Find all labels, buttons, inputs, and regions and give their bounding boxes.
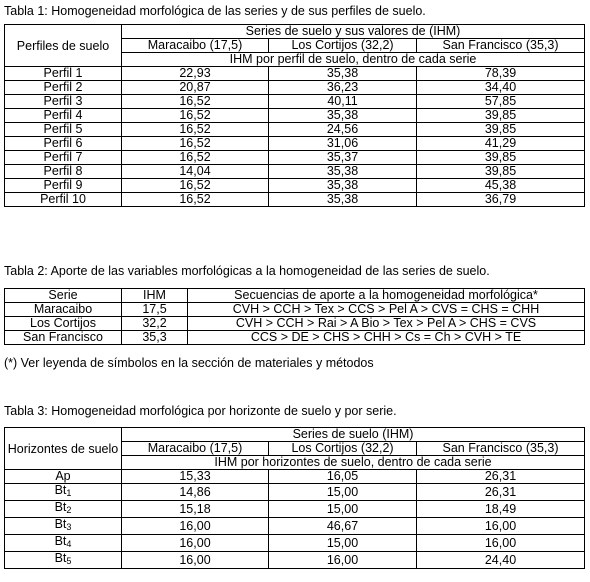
sequence-cell: CVH > CCH > Tex > CCS > Pel A > CVS = CHS = CHH xyxy=(188,303,585,317)
sequence-cell: CCS > DE > CHS > CHH > Cs = Ch > CVH > TE xyxy=(188,331,585,345)
table-row xyxy=(5,470,585,484)
value-cell: 16,52 xyxy=(122,193,269,207)
table-row xyxy=(5,552,585,569)
ihm-cell: 17,5 xyxy=(122,303,188,317)
table1-sub-header: IHM por perfil de suelo, dentro de cada serie xyxy=(122,53,585,67)
table3-series-header: Maracaibo (17,5) xyxy=(122,442,269,456)
ihm-cell: 32,2 xyxy=(122,317,188,331)
value-cell: 20,87 xyxy=(122,81,269,95)
value-cell: 16,52 xyxy=(122,179,269,193)
sequence-cell: CVH > CCH > Rai > A Bio > Tex > Pel A > CHS = CVS xyxy=(188,317,585,331)
table1-series-header: Los Cortijos (32,2) xyxy=(269,39,417,53)
table-row xyxy=(5,501,585,518)
value-cell: 35,38 xyxy=(269,193,417,207)
horizon-label xyxy=(5,552,122,569)
table1-group-header: Series de suelo y sus valores de (IHM) xyxy=(122,25,585,39)
horizon-name: Bt xyxy=(54,534,67,548)
table-row xyxy=(5,179,585,193)
table-row xyxy=(5,67,585,81)
horizon-name: Bt xyxy=(54,551,67,565)
table-row xyxy=(5,317,585,331)
value-cell: 39,85 xyxy=(417,151,585,165)
horizon-name: Bt xyxy=(54,500,67,514)
value-cell: 15,00 xyxy=(269,501,417,518)
row-label: Perfil 8 xyxy=(5,165,122,179)
table-row xyxy=(5,109,585,123)
table-row xyxy=(5,484,585,501)
table2-caption: Tabla 2: Aporte de las variables morfológicas a la homogeneidad de las series de suelo. xyxy=(4,264,490,278)
value-cell: 16,00 xyxy=(417,535,585,552)
value-cell: 35,38 xyxy=(269,109,417,123)
table1-series-header: San Francisco (35,3) xyxy=(417,39,585,53)
horizon-subscript: 5 xyxy=(66,556,72,566)
serie-cell: San Francisco xyxy=(5,331,122,345)
value-cell: 78,39 xyxy=(417,67,585,81)
table-row xyxy=(5,95,585,109)
value-cell: 35,38 xyxy=(269,179,417,193)
value-cell: 15,33 xyxy=(122,470,269,484)
table-row xyxy=(5,193,585,207)
table-row xyxy=(5,137,585,151)
value-cell: 16,52 xyxy=(122,109,269,123)
horizon-name: Ap xyxy=(55,469,71,483)
table3-group-header: Series de suelo (IHM) xyxy=(122,428,585,442)
row-label: Perfil 4 xyxy=(5,109,122,123)
value-cell: 26,31 xyxy=(417,484,585,501)
table3-corner-header: Horizontes de suelo xyxy=(5,428,122,470)
value-cell: 35,38 xyxy=(269,165,417,179)
value-cell: 16,52 xyxy=(122,151,269,165)
value-cell: 14,86 xyxy=(122,484,269,501)
row-label: Perfil 6 xyxy=(5,137,122,151)
value-cell: 57,85 xyxy=(417,95,585,109)
horizon-label xyxy=(5,535,122,552)
horizon-label xyxy=(5,501,122,518)
table3-caption: Tabla 3: Homogeneidad morfológica por horizonte de suelo y por serie. xyxy=(4,404,397,418)
value-cell: 26,31 xyxy=(417,470,585,484)
value-cell: 15,00 xyxy=(269,484,417,501)
serie-cell: Maracaibo xyxy=(5,303,122,317)
table-row xyxy=(5,81,585,95)
table-row xyxy=(5,123,585,137)
value-cell: 34,40 xyxy=(417,81,585,95)
value-cell: 16,00 xyxy=(122,518,269,535)
value-cell: 16,52 xyxy=(122,123,269,137)
value-cell: 35,37 xyxy=(269,151,417,165)
horizon-name: Bt xyxy=(54,483,67,497)
value-cell: 15,00 xyxy=(269,535,417,552)
horizon-subscript: 3 xyxy=(66,522,72,532)
value-cell: 46,67 xyxy=(269,518,417,535)
value-cell: 16,00 xyxy=(122,552,269,569)
row-label: Perfil 1 xyxy=(5,67,122,81)
value-cell: 39,85 xyxy=(417,165,585,179)
value-cell: 39,85 xyxy=(417,123,585,137)
value-cell: 16,52 xyxy=(122,137,269,151)
value-cell: 24,40 xyxy=(417,552,585,569)
ihm-cell: 35,3 xyxy=(122,331,188,345)
table2-header-sequence: Secuencias de aporte a la homogeneidad morfológica* xyxy=(188,289,585,303)
row-label: Perfil 3 xyxy=(5,95,122,109)
value-cell: 41,29 xyxy=(417,137,585,151)
table-row xyxy=(5,151,585,165)
horizon-subscript: 2 xyxy=(66,505,72,515)
value-cell: 31,06 xyxy=(269,137,417,151)
table1-caption: Tabla 1: Homogeneidad morfológica de las series y de sus perfiles de suelo. xyxy=(4,4,426,18)
table3-series-header: Los Cortijos (32,2) xyxy=(269,442,417,456)
table-row xyxy=(5,518,585,535)
table3-sub-header: IHM por horizontes de suelo, dentro de cada serie xyxy=(122,456,585,470)
row-label: Perfil 9 xyxy=(5,179,122,193)
table1 xyxy=(4,24,585,207)
table3-series-header: San Francisco (35,3) xyxy=(417,442,585,456)
value-cell: 18,49 xyxy=(417,501,585,518)
value-cell: 36,23 xyxy=(269,81,417,95)
row-label: Perfil 5 xyxy=(5,123,122,137)
table2-footnote: (*) Ver leyenda de símbolos en la sección de materiales y métodos xyxy=(4,356,374,370)
value-cell: 16,00 xyxy=(122,535,269,552)
table2-header-ihm: IHM xyxy=(122,289,188,303)
horizon-label xyxy=(5,518,122,535)
table1-corner-header: Perfiles de suelo xyxy=(5,25,122,67)
value-cell: 14,04 xyxy=(122,165,269,179)
row-label: Perfil 10 xyxy=(5,193,122,207)
value-cell: 45,38 xyxy=(417,179,585,193)
value-cell: 35,38 xyxy=(269,67,417,81)
value-cell: 40,11 xyxy=(269,95,417,109)
horizon-label xyxy=(5,484,122,501)
value-cell: 16,00 xyxy=(417,518,585,535)
value-cell: 16,05 xyxy=(269,470,417,484)
horizon-name: Bt xyxy=(54,517,67,531)
table-row xyxy=(5,165,585,179)
table3 xyxy=(4,427,585,569)
table2 xyxy=(4,288,585,345)
value-cell: 36,79 xyxy=(417,193,585,207)
value-cell: 39,85 xyxy=(417,109,585,123)
horizon-subscript: 1 xyxy=(66,488,72,498)
value-cell: 22,93 xyxy=(122,67,269,81)
table-row xyxy=(5,535,585,552)
table-row xyxy=(5,331,585,345)
serie-cell: Los Cortijos xyxy=(5,317,122,331)
table1-series-header: Maracaibo (17,5) xyxy=(122,39,269,53)
value-cell: 16,52 xyxy=(122,95,269,109)
table-row xyxy=(5,303,585,317)
horizon-label xyxy=(5,470,122,484)
value-cell: 24,56 xyxy=(269,123,417,137)
value-cell: 15,18 xyxy=(122,501,269,518)
row-label: Perfil 2 xyxy=(5,81,122,95)
row-label: Perfil 7 xyxy=(5,151,122,165)
horizon-subscript: 4 xyxy=(66,539,72,549)
table2-header-serie: Serie xyxy=(5,289,122,303)
value-cell: 16,00 xyxy=(269,552,417,569)
